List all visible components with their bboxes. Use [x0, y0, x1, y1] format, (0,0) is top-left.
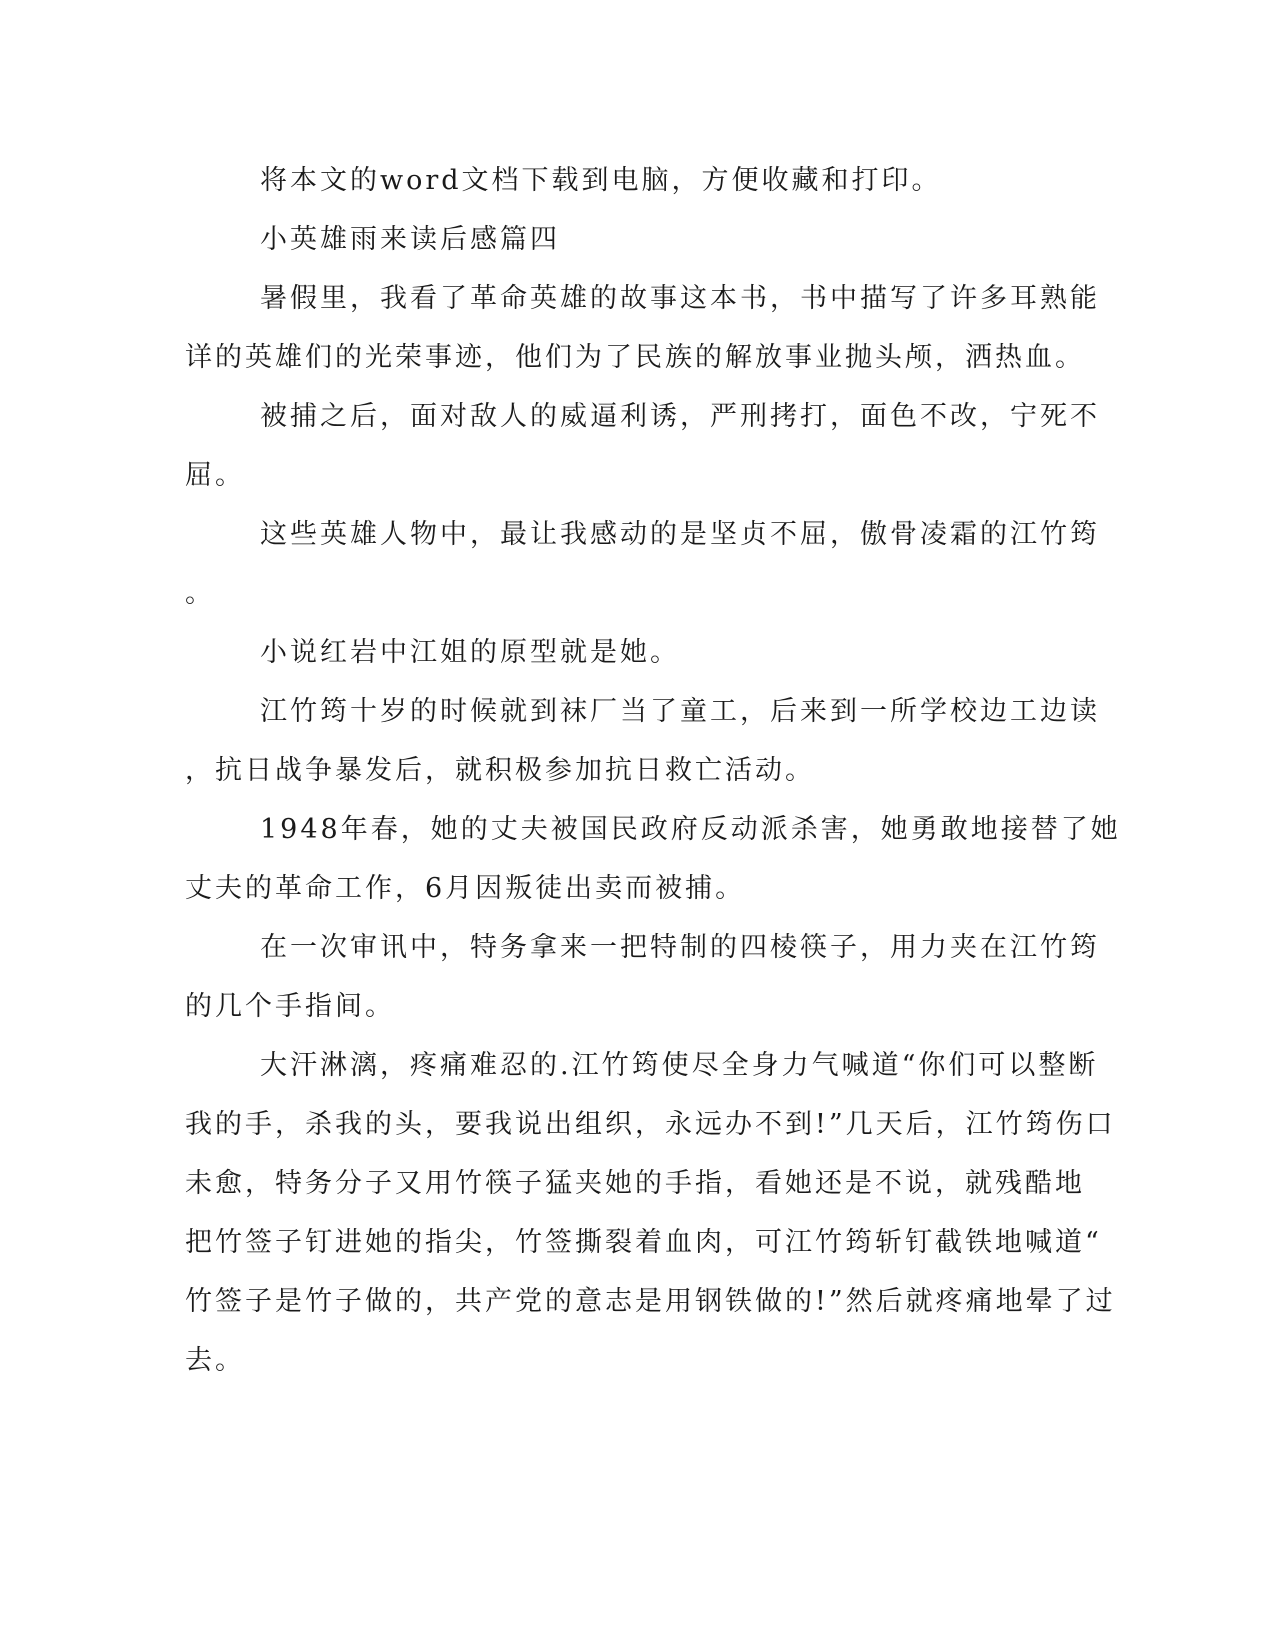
- paragraph-line: 江竹筠十岁的时候就到袜厂当了童工，后来到一所学校边工边读: [260, 696, 1100, 727]
- paragraph-line: 被捕之后，面对敌人的威逼利诱，严刑拷打，面色不改，宁死不: [260, 401, 1100, 432]
- paragraph-line: 大汗淋漓，疼痛难忍的.江竹筠使尽全身力气喊道“你们可以整断: [260, 1050, 1099, 1081]
- paragraph-line: 屈。: [185, 460, 245, 491]
- paragraph-download-note: 将本文的word文档下载到电脑，方便收藏和打印。: [260, 165, 942, 196]
- paragraph-line: 我的手，杀我的头，要我说出组织，永远办不到!”几天后，江竹筠伤口: [185, 1109, 1116, 1140]
- paragraph-line: 竹签子是竹子做的，共产党的意志是用钢铁做的!”然后就疼痛地晕了过: [185, 1286, 1116, 1317]
- paragraph-line: 。: [185, 578, 215, 609]
- paragraph-line: 小说红岩中江姐的原型就是她。: [260, 637, 680, 668]
- paragraph-line: 在一次审讯中，特务拿来一把特制的四棱筷子，用力夹在江竹筠: [260, 932, 1100, 963]
- paragraph-line: 这些英雄人物中，最让我感动的是坚贞不屈，傲骨凌霜的江竹筠: [260, 519, 1100, 550]
- paragraph-line: 未愈，特务分子又用竹筷子猛夹她的手指，看她还是不说，就残酷地: [185, 1168, 1085, 1199]
- section-heading: 小英雄雨来读后感篇四: [260, 224, 560, 255]
- paragraph-line: 的几个手指间。: [185, 991, 395, 1022]
- paragraph-line: 把竹签子钉进她的指尖，竹签撕裂着血肉，可江竹筠斩钉截铁地喊道“: [185, 1227, 1102, 1258]
- paragraph-line: 1948年春，她的丈夫被国民政府反动派杀害，她勇敢地接替了她: [260, 814, 1121, 845]
- paragraph-line: 去。: [185, 1345, 245, 1376]
- paragraph-line: 详的英雄们的光荣事迹，他们为了民族的解放事业抛头颅，洒热血。: [185, 342, 1085, 373]
- paragraph-line: 暑假里，我看了革命英雄的故事这本书，书中描写了许多耳熟能: [260, 283, 1100, 314]
- paragraph-line: 丈夫的革命工作，6月因叛徒出卖而被捕。: [185, 873, 746, 904]
- paragraph-line: ，抗日战争暴发后，就积极参加抗日救亡活动。: [185, 755, 815, 786]
